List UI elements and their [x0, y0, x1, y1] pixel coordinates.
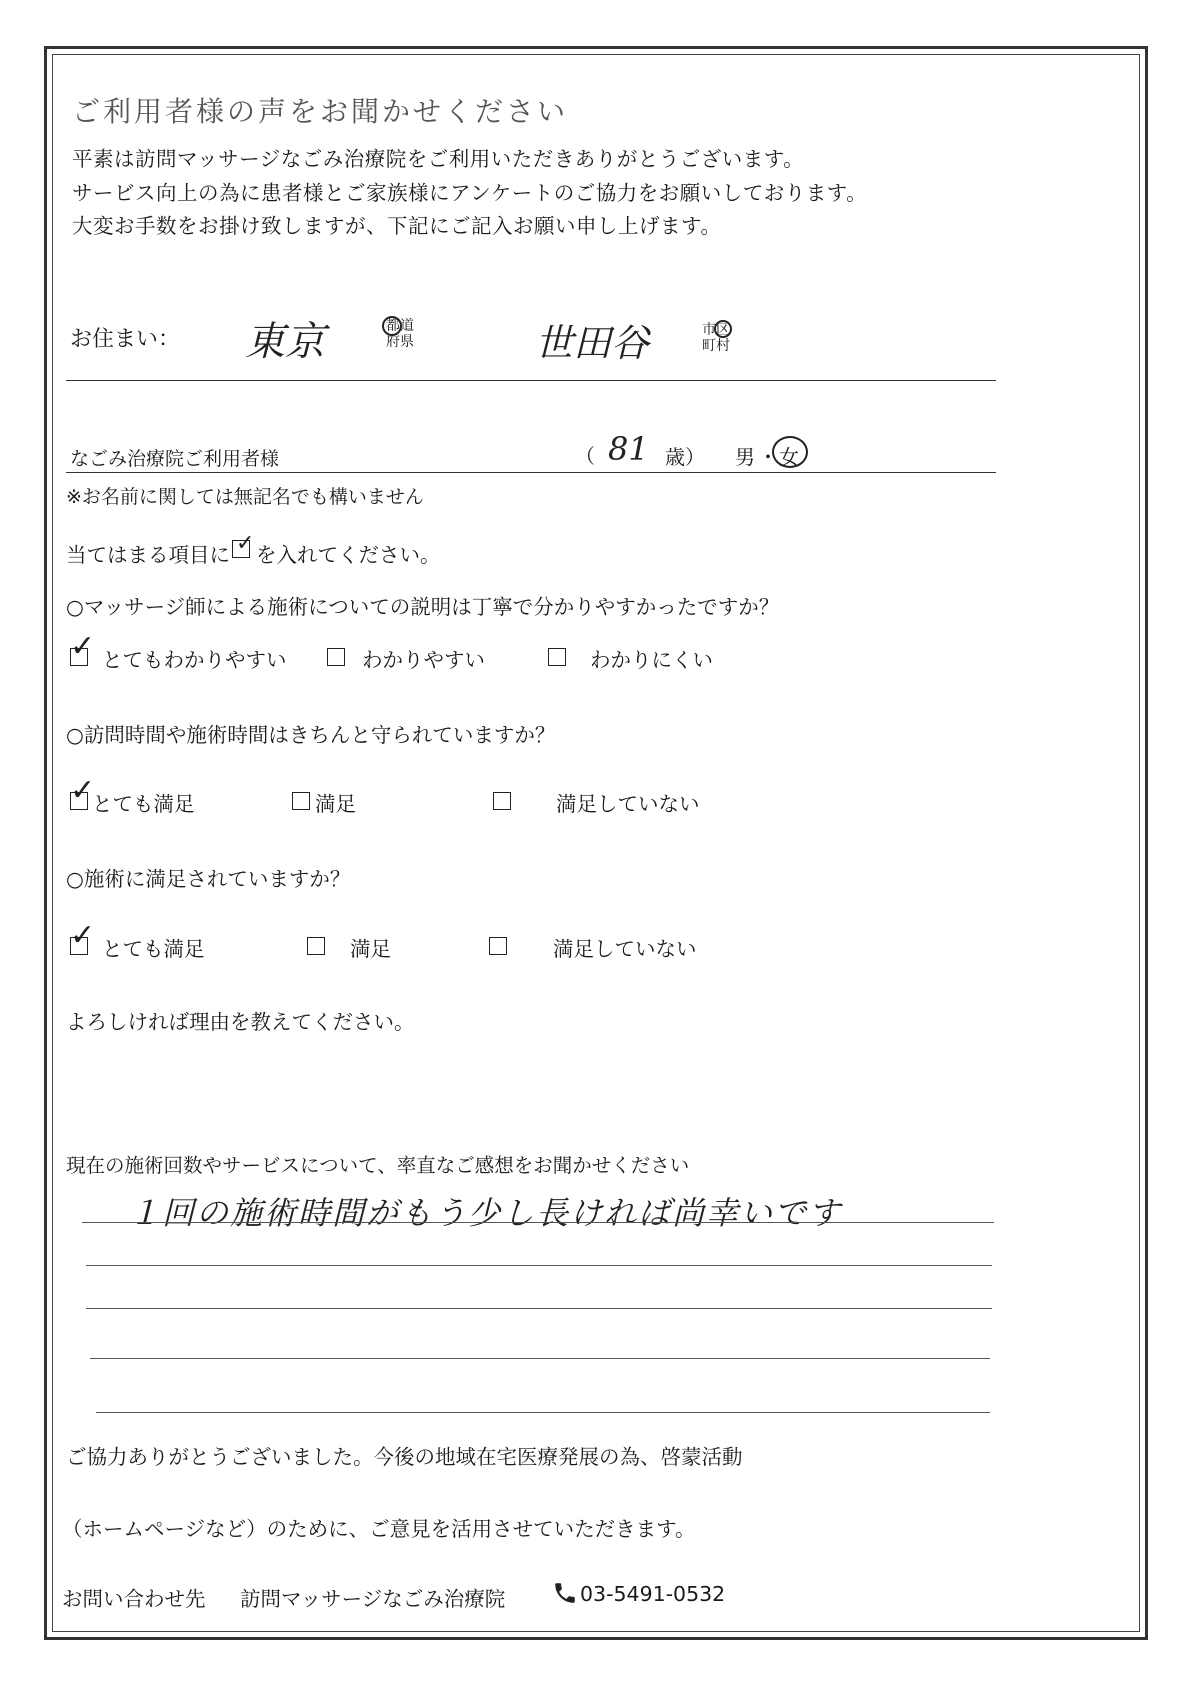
q3-option-3-checkbox[interactable] [489, 937, 507, 955]
q1-option-3-checkbox[interactable] [548, 648, 566, 666]
age-value[interactable]: 81 [608, 430, 649, 468]
closing-line-1: ご協力ありがとうございました。今後の地域在宅医療発展の為、啓蒙活動 [66, 1445, 743, 1469]
gender-female[interactable]: 女 [779, 445, 799, 469]
prefecture-unit-bottom: 府県 [386, 334, 414, 350]
gender-female-circle-mark [772, 436, 808, 468]
city-circle-mark [714, 320, 732, 338]
answer-line-1 [82, 1222, 994, 1223]
question-2-text: ○訪問時間や施術時間はきちんと守られていますか？ [66, 723, 556, 747]
q2-option-1-check-icon: ✓ [70, 773, 96, 808]
form-title: ご利用者様の声をお聞かせください [72, 95, 569, 128]
answer-line-3 [86, 1308, 992, 1309]
q2-option-3-checkbox[interactable] [493, 792, 511, 810]
gender-male[interactable]: 男 [735, 445, 755, 469]
inner-frame [52, 54, 1140, 1632]
q3-option-3-label: 満足していない [553, 937, 697, 961]
q3-option-2-label: 満足 [350, 937, 391, 961]
q2-option-2-checkbox[interactable] [292, 792, 310, 810]
address-underline [66, 380, 996, 381]
age-open-paren: （ [575, 444, 595, 468]
instruction-check-icon: ✓ [236, 531, 255, 556]
contact-label: お問い合わせ先 [62, 1587, 206, 1611]
intro-line-3: 大変お手数をお掛け致しますが、下記にご記入お願い申し上げます。 [72, 214, 722, 238]
q2-option-1-label: とても満足 [92, 792, 195, 816]
q1-option-1-label: とてもわかりやすい [102, 648, 287, 672]
address-label: お住まい： [70, 327, 181, 352]
q1-option-2-checkbox[interactable] [327, 648, 345, 666]
contact-phone[interactable]: 03-5491-0532 [580, 1582, 726, 1606]
q1-option-1-check-icon: ✓ [70, 629, 96, 664]
answer-line-4 [90, 1358, 990, 1359]
city-value[interactable]: 世田谷 [535, 321, 650, 365]
answer-line-2 [86, 1265, 992, 1266]
q2-option-3-label: 満足していない [556, 792, 700, 816]
contact-name: 訪問マッサージなごみ治療院 [240, 1587, 506, 1611]
question-3-text: ○施術に満足されていますか？ [66, 867, 351, 891]
intro-line-1: 平素は訪問マッサージなごみ治療院をご利用いただきありがとうございます。 [72, 147, 805, 171]
impression-prompt: 現在の施術回数やサービスについて、率直なご感想をお聞かせください [66, 1154, 690, 1177]
q3-option-1-check-icon: ✓ [70, 918, 96, 953]
answer-line-5 [96, 1412, 990, 1413]
instruction-after: を入れてください。 [256, 543, 441, 567]
instruction-before: 当てはまる項目に [66, 543, 230, 567]
prefecture-circle-mark [382, 316, 402, 336]
prefecture-unit-top: 都道 [386, 318, 414, 334]
city-unit-top: 市区 [702, 322, 730, 338]
phone-icon [552, 1580, 578, 1606]
q1-option-3-label: わかりにくい [590, 648, 713, 672]
q3-option-1-label: とても満足 [102, 937, 205, 961]
q3-option-2-checkbox[interactable] [307, 937, 325, 955]
prefecture-value[interactable]: 東京 [245, 319, 325, 365]
city-unit-bottom: 町村 [702, 338, 730, 354]
reason-prompt: よろしければ理由を教えてください。 [66, 1010, 415, 1034]
closing-line-2: （ホームページなど）のために、ご意見を活用させていただきます。 [62, 1517, 696, 1541]
age-close-paren: 歳） [665, 445, 705, 469]
impression-answer[interactable]: １回の施術時間がもう少し長ければ尚幸いです [128, 1194, 843, 1232]
user-underline [66, 472, 996, 473]
anonymous-note: ※お名前に関しては無記名でも構いません [66, 486, 424, 508]
question-1-text: ○マッサージ師による施術についての説明は丁寧で分かりやすかったですか？ [66, 595, 780, 619]
intro-line-2: サービス向上の為に患者様とご家族様にアンケートのご協力をお願いしております。 [72, 181, 868, 205]
q2-option-2-label: 満足 [315, 792, 356, 816]
gender-separator: ・ [758, 445, 778, 469]
user-label: なごみ治療院ご利用者様 [70, 448, 280, 470]
q1-option-2-label: わかりやすい [362, 648, 485, 672]
